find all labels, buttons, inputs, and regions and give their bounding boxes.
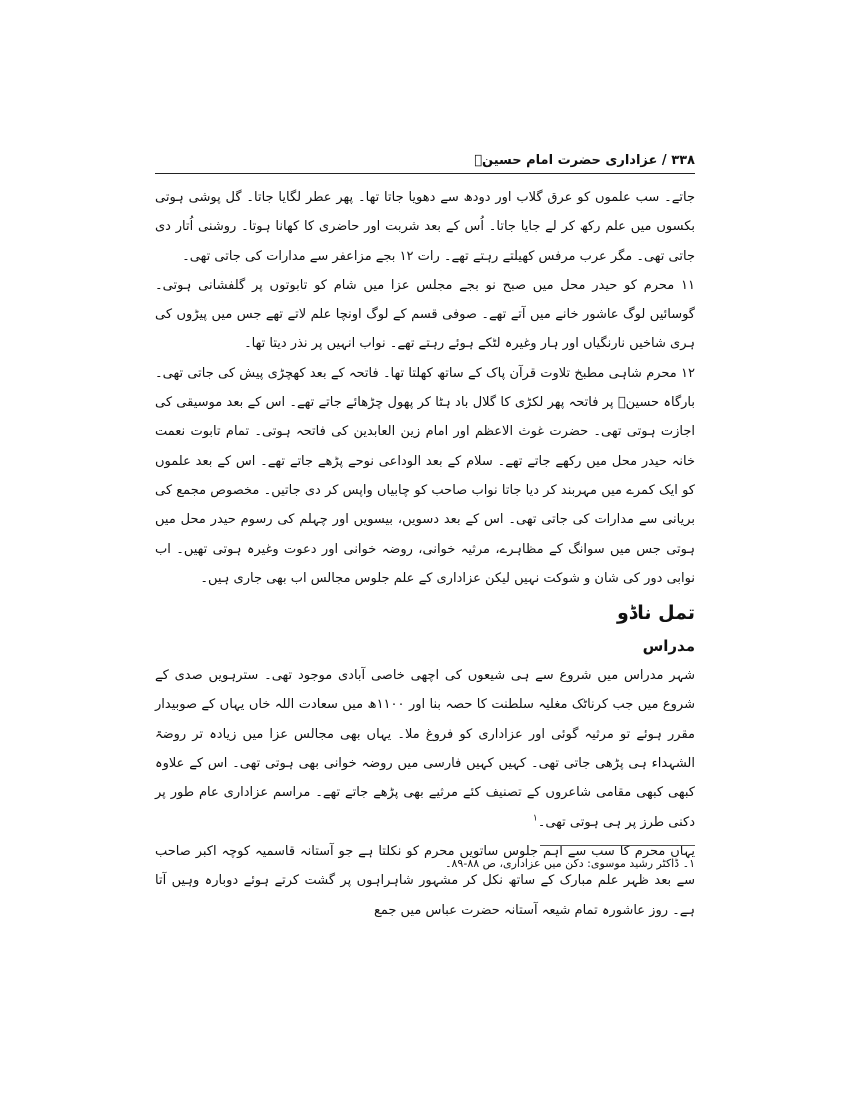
footnote-reference: ۱ (532, 813, 538, 824)
paragraph-madras-history-text: شہر مدراس میں شروع سے ہی شیعوں کی اچھی خاصی آبادی موجود تھی۔ سترہویں صدی کے شروع میں جب کرناٹک مغلیہ سلطنت کا حصہ بنا اور ۱۱۰۰ھ میں سعادت اللہ خاں یہاں کے صوبیدار مقرر ہوئے تو مرثیہ گوئی اور عزاداری کو فروغ ملا۔ یہاں بھی مجالس عزا میں زیادہ تر روضۃ الشہداء ہی پڑھی جاتی تھی۔ کہیں کہیں فارسی میں روضہ خوانی بھی ہوتی تھی۔ اس کے علاوہ کبھی کبھی مقامی شاعروں کے تصنیف کئے مرثیے بھی پڑھے جاتے تھے۔ مراسم عزاداری عام طور پر دکنی طرز پر ہی ہوتی تھی۔ (155, 668, 695, 830)
footnote-divider (540, 845, 695, 846)
running-header: ۳۳۸ / عزاداری حضرت امام حسینؑ (474, 153, 695, 168)
paragraph-continuation: جاتے۔ سب علموں کو عرق گلاب اور دودھ سے دھویا جاتا تھا۔ پھر عطر لگایا جاتا۔ گل پوشی ہوتی بکسوں میں علم رکھ کر لے جایا جاتا۔ اُس کے بعد شربت اور حاضری کا کھانا ہوتا۔ روشنی اُتار دی جاتی تھی۔ مگر عرب مرفس کھیلتے رہتے تھے۔ رات ۱۲ بجے مزاعفر سے مدارات کی جاتی تھی۔ (155, 190, 695, 264)
paragraph-12-muharram: ۱۲ محرم شاہی مطبخ تلاوت قرآن پاک کے ساتھ کھلتا تھا۔ فاتحہ کے بعد کھچڑی پیش کی جاتی تھی۔ بارگاہ حسینؑ پر فاتحہ پھر لکڑی کا گلال باد ہٹا کر پھول چڑھائے جاتے تھے۔ اس کے بعد موسیقی کی اجازت ہوتی تھی۔ حضرت غوث الاعظم اور امام زین العابدین کی فاتحہ ہوتی۔ تمام تابوت نعمت خانہ حیدر محل میں رکھے جاتے تھے۔ سلام کے بعد الوداعی نوحے پڑھے جاتے تھے۔ اس کے بعد علموں کو ایک کمرے میں مہربند کر دیا جاتا نواب صاحب کو چابیاں واپس کر دی جاتیں۔ مخصوص مجمع کی بریانی سے مدارات کی جاتی تھی۔ اس کے بعد دسویں، بیسویں اور چہلم کی رسوم حیدر محل میں ہوتی جس میں سوانگ کے مظاہرے، مرثیہ خوانی، روضہ خوانی اور دعوت وغیرہ ہوتی تھیں۔ اب نوابی دور کی شان و شوکت نہیں لیکن عزاداری کے علم جلوس مجالس اب بھی جاری ہیں۔ (155, 365, 695, 586)
header-divider (155, 173, 695, 174)
paragraph-madras-procession: یہاں محرم کا سب سے اہم جلوس ساتویں محرم کو نکلتا ہے جو آستانہ قاسمیہ کوچہ اکبر صاحب سے بعد ظہر علم مبارک کے ساتھ نکل کر مشہور شاہراہوں پر گشت کرتے ہوئے دوبارہ وہیں آتا ہے۔ روز عاشورہ تمام شیعہ آستانہ حضرت عباس میں جمع (155, 843, 695, 918)
footnote: ۱۔ ڈاکٹر رشید موسوی: دکن میں عزاداری، ص ۸۸-۸۹۔ (445, 857, 695, 870)
body-text (155, 183, 695, 925)
section-heading: تمل ناڈو (617, 602, 695, 625)
subsection-heading: مدراس (642, 637, 695, 656)
paragraph-11-muharram: ۱۱ محرم کو حیدر محل میں صبح نو بجے مجلس عزا میں شام کو تابوتوں پر گلفشانی ہوتی۔ گوسائیں لوگ عاشور خانے میں آتے تھے۔ صوفی قسم کے لوگ اونچا علم لاتے تھے جس میں پیڑوں کی ہری شاخیں نارنگیاں اور ہار وغیرہ لٹکے ہوئے رہتے تھے۔ نواب انہیں پر نذر دیتا تھا۔ (155, 277, 695, 352)
paragraph-madras-history (155, 661, 695, 837)
